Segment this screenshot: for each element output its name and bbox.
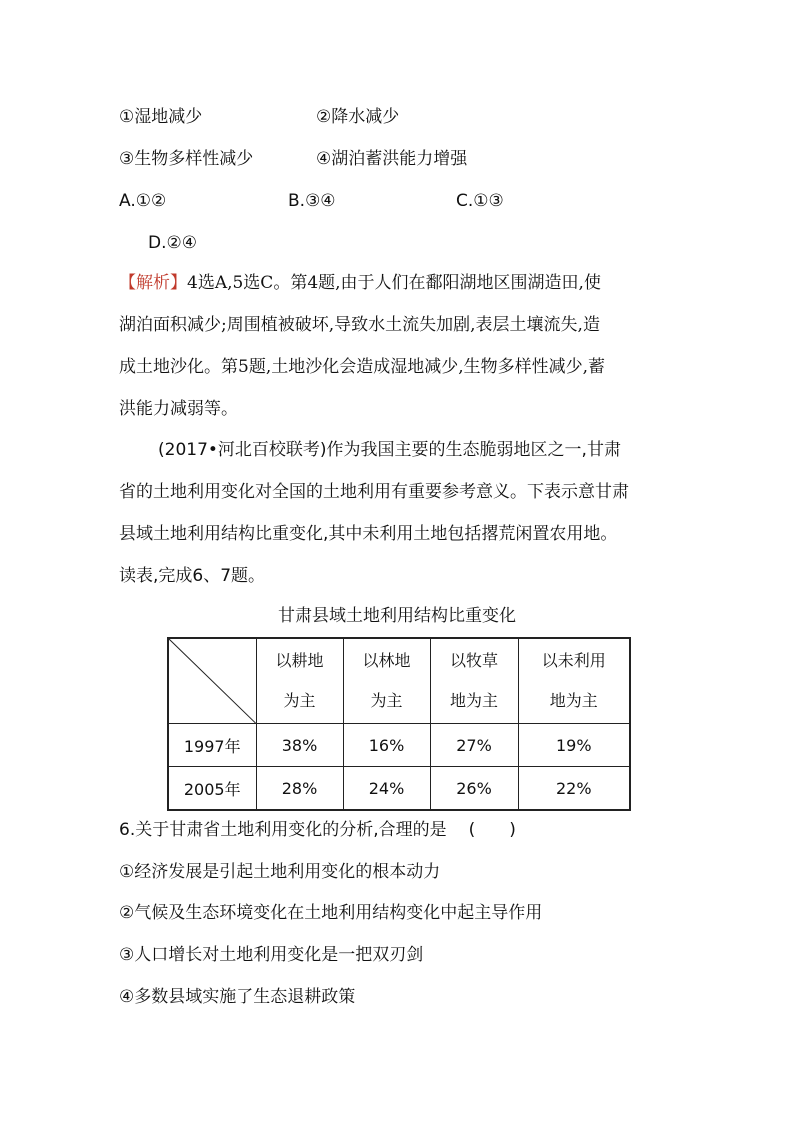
header-grassland <box>430 638 518 724</box>
table-header-row <box>168 638 630 724</box>
passage-line-2: 省的土地利用变化对全国的土地利用有重要参考意义。下表示意甘肃 <box>119 482 629 502</box>
option-4: ④湖泊蓄洪能力增强 <box>316 149 468 169</box>
land-use-table <box>167 637 631 811</box>
choice-b: B.③④ <box>288 191 336 211</box>
analysis-line-3: 成土地沙化。第5题,土地沙化会造成湿地减少,生物多样性减少,蓄 <box>119 357 606 377</box>
question-6-option-2: ②气候及生态环境变化在土地利用结构变化中起主导作用 <box>119 903 543 923</box>
header-grassland-l2: 地为主 <box>449 691 498 710</box>
answer-bracket: ( ) <box>468 820 516 840</box>
table-cell: 19% <box>518 724 630 767</box>
question-6-stem: 6.关于甘肃省土地利用变化的分析,合理的是 <box>119 820 447 840</box>
choice-c: C.①③ <box>456 191 504 211</box>
header-forest-l2: 为主 <box>370 691 403 710</box>
analysis-tag: 【解析】 <box>119 273 187 293</box>
question-6-stem-line <box>119 818 516 842</box>
question-6-option-1: ①经济发展是引起土地利用变化的根本动力 <box>119 862 441 882</box>
table-cell: 28% <box>256 767 343 811</box>
header-cropland <box>256 638 343 724</box>
table-cell: 27% <box>430 724 518 767</box>
table-cell: 38% <box>256 724 343 767</box>
table-cell: 22% <box>518 767 630 811</box>
passage-line-1: (2017•河北百校联考)作为我国主要的生态脆弱地区之一,甘肃 <box>158 440 621 460</box>
option-2: ②降水减少 <box>316 107 400 127</box>
header-forest <box>343 638 430 724</box>
table-cell: 16% <box>343 724 430 767</box>
passage-line-4: 读表,完成6、7题。 <box>119 566 266 586</box>
table-cell: 26% <box>430 767 518 811</box>
header-unused-l2: 地为主 <box>549 691 598 710</box>
table-title: 甘肃县域土地利用结构比重变化 <box>278 606 516 626</box>
question-6-option-4: ④多数县域实施了生态退耕政策 <box>119 987 356 1007</box>
choice-a: A.①② <box>119 191 167 211</box>
choice-d: D.②④ <box>148 233 197 253</box>
header-unused <box>518 638 630 724</box>
table-cell: 24% <box>343 767 430 811</box>
table-row <box>168 767 630 811</box>
row-year: 2005年 <box>168 767 256 811</box>
header-unused-l1: 以未利用 <box>541 651 606 670</box>
header-grassland-l1: 以牧草 <box>449 651 498 670</box>
question-6-option-3: ③人口增长对土地利用变化是一把双刃剑 <box>119 945 424 965</box>
analysis-line-4: 洪能力减弱等。 <box>119 399 238 419</box>
header-forest-l1: 以林地 <box>362 651 411 670</box>
row-year: 1997年 <box>168 724 256 767</box>
diagonal-header-cell <box>168 638 256 724</box>
analysis-text-1: 4选A,5选C。第4题,由于人们在鄱阳湖地区围湖造田,使 <box>187 273 601 293</box>
analysis-line-2: 湖泊面积减少;周围植被破坏,导致水土流失加剧,表层土壤流失,造 <box>119 315 600 335</box>
passage-line-3: 县域土地利用结构比重变化,其中未利用土地包括撂荒闲置农用地。 <box>119 524 618 544</box>
header-cropland-l2: 为主 <box>283 691 316 710</box>
table-row <box>168 724 630 767</box>
option-1: ①湿地减少 <box>119 107 203 127</box>
option-3: ③生物多样性减少 <box>119 149 254 169</box>
analysis-line-1 <box>119 271 601 295</box>
diagonal-line <box>169 639 256 723</box>
header-cropland-l1: 以耕地 <box>275 651 324 670</box>
